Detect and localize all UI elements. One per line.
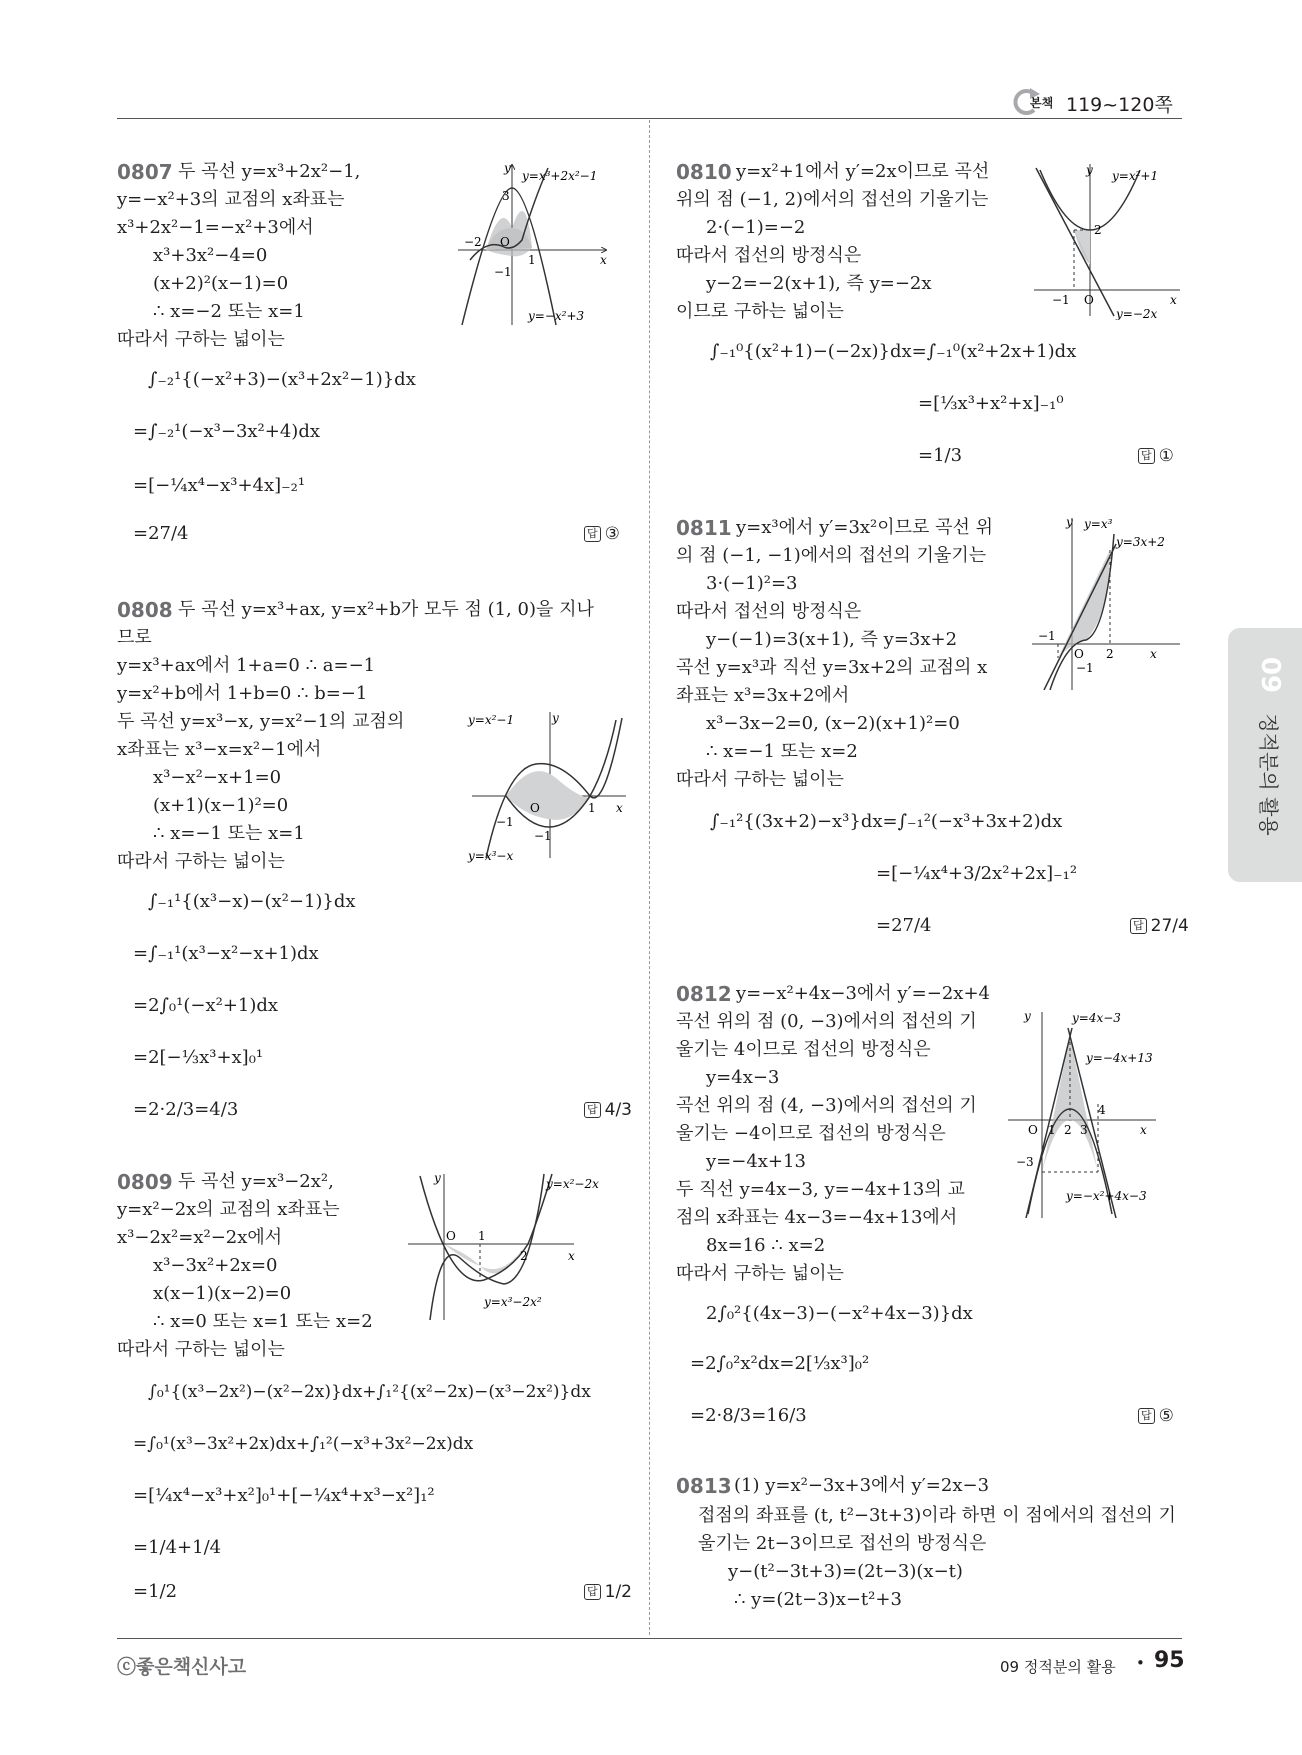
graph-label: −1	[1076, 661, 1094, 675]
text-line: x³−2x²=x²−2x에서	[117, 1227, 283, 1248]
text-line: x³−3x−2=0, (x−2)(x+1)²=0	[706, 713, 960, 734]
graph-label: y=x³−2x²	[484, 1295, 542, 1309]
text-line: 접점의 좌표를 (t, t²−3t+3)이라 하면 이 점에서의 접선의 기	[698, 1505, 1176, 1526]
graph-0811	[1030, 514, 1182, 690]
graph-label: −1	[534, 829, 552, 843]
text-line: =2[−⅓x³+x]₀¹	[133, 1047, 264, 1068]
text-line: (1) y=x²−3x+3에서 y′=2x−3	[734, 1475, 990, 1496]
text-line: ∫₋₁⁰{(x²+1)−(−2x)}dx=∫₋₁⁰(x²+2x+1)dx	[710, 341, 1077, 362]
graph-label: y=4x−3	[1072, 1011, 1121, 1025]
text-line: ∴ x=0 또는 x=1 또는 x=2	[153, 1311, 373, 1332]
graph-label: y=−2x	[1116, 307, 1158, 320]
text-line: =∫₋₂¹(−x³−3x²+4)dx	[133, 421, 320, 442]
graph-label: x	[568, 1249, 575, 1263]
text-line: 울기는 2t−3이므로 접선의 방정식은	[698, 1533, 987, 1554]
text-line: =∫₀¹(x³−3x²+2x)dx+∫₁²(−x³+3x²−2x)dx	[133, 1434, 474, 1454]
text-line: ∴ x=−2 또는 x=1	[153, 301, 305, 322]
graph-label: −1	[494, 265, 512, 279]
text-line: =2∫₀¹(−x²+1)dx	[133, 995, 279, 1016]
graph-label: x	[600, 253, 607, 267]
text-line: 두 곡선 y=x³−x, y=x²−1의 교점의	[117, 711, 405, 732]
text-line: x³+3x²−4=0	[153, 245, 268, 266]
problem-number: 0813	[676, 1474, 732, 1498]
text-line: 따라서 접선의 방정식은	[676, 245, 862, 266]
text-line: x³+2x²−1=−x²+3에서	[117, 217, 314, 238]
graph-label: x	[1140, 1123, 1147, 1137]
page-header	[1000, 88, 1182, 116]
text-line: =2·2/3=4/3	[133, 1099, 239, 1120]
graph-label: 2	[520, 1249, 528, 1263]
text-line: y=−x²+4x−3에서 y′=−2x+4	[736, 983, 990, 1004]
text-line: y−2=−2(x+1), 즉 y=−2x	[706, 273, 932, 294]
text-line: y=x²+b에서 1+b=0 ∴ b=−1	[117, 683, 368, 704]
text-line: 이므로 구하는 넓이는	[676, 301, 844, 322]
text-line: 울기는 4이므로 접선의 방정식은	[676, 1039, 931, 1060]
text-line: x³−x²−x+1=0	[153, 767, 282, 788]
text-line: ∫₋₁¹{(x³−x)−(x²−1)}dx	[148, 891, 356, 912]
text-line: =2·8/3=16/3	[690, 1405, 807, 1426]
text-line: =27/4	[133, 523, 189, 544]
graph-label: y=x²−1	[468, 713, 515, 727]
graph-0809	[404, 1170, 634, 1330]
graph-label: y=x³−x	[468, 849, 514, 863]
header-rule	[117, 118, 1182, 119]
side-tab-chapter-number: 09	[1255, 656, 1285, 694]
graph-label: 3	[1080, 1123, 1088, 1137]
text-line: =[¼x⁴−x³+x²]₀¹+[−¼x⁴+x³−x²]₁²	[133, 1485, 435, 1506]
graph-label: y=x²+1	[1112, 169, 1159, 183]
column-divider	[649, 120, 650, 1635]
text-line: 따라서 접선의 방정식은	[676, 601, 862, 622]
text-line: =[−¼x⁴+3/2x²+2x]₋₁²	[876, 863, 1078, 884]
problem-number: 0811	[676, 516, 732, 540]
text-line: 좌표는 x³=3x+2에서	[676, 685, 850, 706]
text-line: =1/4+1/4	[133, 1537, 222, 1558]
text-line: =1/2	[133, 1581, 178, 1602]
text-line: 두 직선 y=4x−3, y=−4x+13의 교	[676, 1179, 965, 1200]
header-pages: 119~120쪽	[1066, 94, 1173, 116]
answer: 답 1/2	[584, 1580, 632, 1604]
footer-rule	[117, 1638, 1182, 1639]
answer: 답 ①	[1138, 444, 1174, 468]
graph-label: x	[1150, 647, 1157, 661]
graph-label: O	[500, 235, 510, 249]
text-line: 두 곡선 y=x³+2x²−1,	[178, 161, 361, 182]
answer: 답 4/3	[584, 1098, 632, 1122]
graph-label: 1	[588, 801, 596, 815]
footer-chapter: 09 정적분의 활용	[1000, 1658, 1116, 1676]
text-line: y=−4x+13	[706, 1151, 806, 1172]
answer: 답 27/4	[1130, 914, 1189, 938]
text-line: y=4x−3	[706, 1067, 780, 1088]
graph-label: 2	[1094, 223, 1102, 237]
text-line: ∴ y=(2t−3)x−t²+3	[734, 1589, 902, 1610]
text-line: x³−3x²+2x=0	[153, 1255, 278, 1276]
text-line: =[⅓x³+x²+x]₋₁⁰	[918, 393, 1064, 414]
text-line: ∫₀¹{(x³−2x²)−(x²−2x)}dx+∫₁²{(x²−2x)−(x³−2x²)}dx	[148, 1382, 591, 1402]
text-line: ∴ x=−1 또는 x=2	[706, 741, 858, 762]
graph-0812	[1006, 1008, 1182, 1218]
text-line: =2∫₀²x²dx=2[⅓x³]₀²	[690, 1353, 870, 1374]
text-line: y−(−1)=3(x+1), 즉 y=3x+2	[706, 629, 958, 650]
text-line: =1/3	[918, 445, 963, 466]
graph-label: y	[552, 711, 559, 725]
text-line: ∫₋₁²{(3x+2)−x³}dx=∫₋₁²(−x³+3x+2)dx	[710, 811, 1063, 832]
graph-label: −1	[1038, 629, 1056, 643]
text-line: 따라서 구하는 넓이는	[117, 1339, 285, 1360]
problem-number: 0810	[676, 160, 732, 184]
text-line: 2∫₀²{(4x−3)−(−x²+4x−3)}dx	[706, 1303, 973, 1324]
graph-0810	[1030, 160, 1182, 320]
text-line: 따라서 구하는 넓이는	[676, 769, 844, 790]
graph-label: −1	[1052, 293, 1070, 307]
answer: 답 ③	[584, 522, 620, 546]
text-line: 따라서 구하는 넓이는	[117, 851, 285, 872]
problem-number: 0808	[117, 598, 173, 622]
text-line: y=x²+1에서 y′=2x이므로 곡선	[736, 161, 990, 182]
graph-label: y	[434, 1171, 441, 1185]
text-line: y=x²−2x의 교점의 x좌표는	[117, 1199, 340, 1220]
problem-number: 0812	[676, 982, 732, 1006]
graph-label: O	[1084, 293, 1094, 307]
text-line: ∴ x=−1 또는 x=1	[153, 823, 305, 844]
text-line: 위의 점 (−1, 2)에서의 접선의 기울기는	[676, 189, 989, 210]
graph-label: y=−4x+13	[1086, 1051, 1153, 1065]
text-line: y=−x²+3의 교점의 x좌표는	[117, 189, 345, 210]
text-line: 울기는 −4이므로 접선의 방정식은	[676, 1123, 946, 1144]
text-line: 곡선 위의 점 (4, −3)에서의 접선의 기	[676, 1095, 977, 1116]
text-line: y=x³에서 y′=3x²이므로 곡선 위	[736, 517, 994, 538]
graph-label: O	[530, 801, 540, 815]
graph-0808	[466, 708, 646, 868]
text-line: x(x−1)(x−2)=0	[153, 1283, 292, 1304]
problem-number: 0809	[117, 1170, 173, 1194]
text-line: 3·(−1)²=3	[706, 573, 798, 594]
graph-label: 1	[528, 253, 536, 267]
text-line: =27/4	[876, 915, 932, 936]
side-tab-chapter-title: 정적분의 활용	[1256, 713, 1281, 836]
graph-label: 2	[1106, 647, 1114, 661]
graph-label: x	[616, 801, 623, 815]
graph-label: O	[1028, 1123, 1038, 1137]
text-line: =[−¼x⁴−x³+4x]₋₂¹	[133, 475, 306, 496]
text-line: 따라서 구하는 넓이는	[117, 329, 285, 350]
answer: 답 ⑤	[1138, 1404, 1174, 1428]
graph-label: −3	[1016, 1155, 1034, 1169]
graph-label: y=3x+2	[1116, 535, 1165, 549]
text-line: 8x=16 ∴ x=2	[706, 1235, 826, 1256]
text-line: 의 점 (−1, −1)에서의 접선의 기울기는	[676, 545, 987, 566]
graph-label: y=−x²+3	[528, 309, 585, 323]
graph-label: 4	[1098, 1103, 1106, 1117]
graph-label: O	[446, 1229, 456, 1243]
text-line: ∫₋₂¹{(−x²+3)−(x³+2x²−1)}dx	[148, 369, 416, 390]
problem-number: 0807	[117, 160, 173, 184]
graph-label: y=x³	[1084, 517, 1113, 531]
text-line: 점의 x좌표는 4x−3=−4x+13에서	[676, 1207, 958, 1228]
text-line: x좌표는 x³−x=x²−1에서	[117, 739, 322, 760]
text-line: 두 곡선 y=x³−2x²,	[178, 1171, 334, 1192]
graph-label: y	[504, 161, 511, 175]
text-line: 따라서 구하는 넓이는	[676, 1263, 844, 1284]
text-line: 곡선 y=x³과 직선 y=3x+2의 교점의 x	[676, 657, 988, 678]
text-line: =∫₋₁¹(x³−x²−x+1)dx	[133, 943, 319, 964]
text-line: (x+1)(x−1)²=0	[153, 795, 289, 816]
text-line: 두 곡선 y=x³+ax, y=x²+b가 모두 점 (1, 0)을 지나	[178, 599, 594, 620]
graph-label: 1	[478, 1229, 486, 1243]
text-line: y=x³+ax에서 1+a=0 ∴ a=−1	[117, 655, 376, 676]
footer-publisher: ⓒ좋은책신사고	[117, 1656, 247, 1678]
graph-label: x	[1170, 293, 1177, 307]
graph-0807	[456, 160, 646, 330]
text-line: y−(t²−3t+3)=(2t−3)(x−t)	[728, 1561, 963, 1582]
graph-label: −1	[496, 815, 514, 829]
graph-label: 1	[1048, 1123, 1056, 1137]
graph-label: 2	[1064, 1123, 1072, 1137]
graph-label: y=x²−2x	[546, 1177, 599, 1191]
page-number: 95	[1154, 1648, 1185, 1673]
text-line: (x+2)²(x−1)=0	[153, 273, 289, 294]
graph-label: y	[1024, 1009, 1031, 1023]
graph-label: O	[1074, 647, 1084, 661]
text-line: 2·(−1)=−2	[706, 217, 806, 238]
text-line: 므로	[117, 627, 152, 648]
graph-label: y=−x²+4x−3	[1066, 1189, 1147, 1203]
graph-label: −2	[464, 235, 482, 249]
header-book-label: 본책	[1030, 96, 1054, 110]
graph-label: y	[1066, 515, 1073, 529]
footer-bullet: •	[1136, 1654, 1145, 1672]
graph-label: y=x³+2x²−1	[522, 169, 598, 183]
graph-label: y	[1086, 163, 1093, 177]
text-line: 곡선 위의 점 (0, −3)에서의 접선의 기	[676, 1011, 977, 1032]
graph-label: 3	[502, 189, 510, 203]
